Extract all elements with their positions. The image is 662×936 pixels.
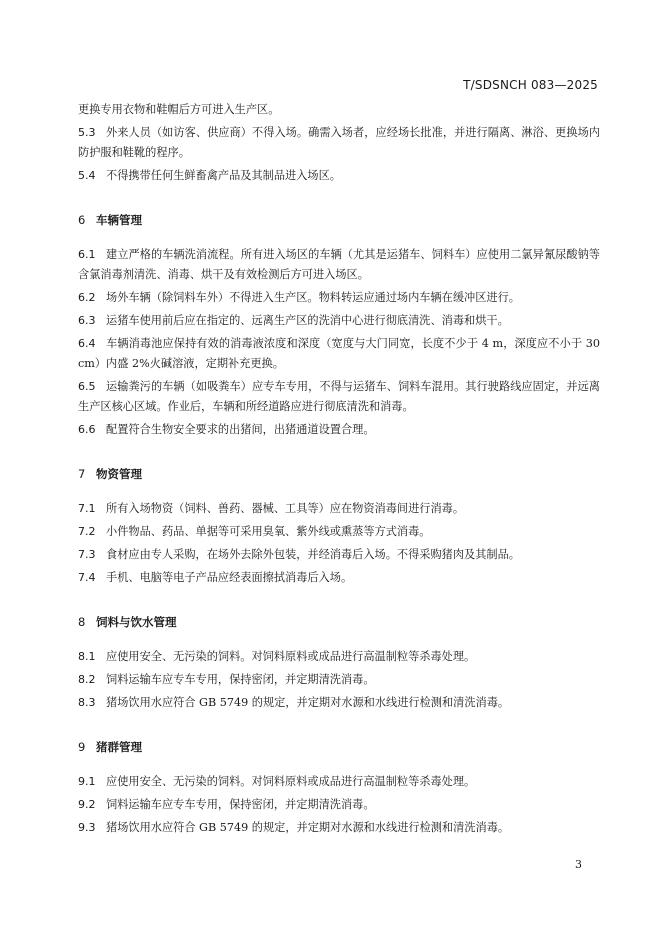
clause-number: 6.1 xyxy=(78,248,96,261)
clause-text: 手机、电脑等电子产品应经表面擦拭消毒后入场。 xyxy=(106,571,353,584)
clause-text: 应使用安全、无污染的饲料。对饲料原料或成品进行高温制粒等杀毒处理。 xyxy=(106,775,476,788)
clause-8-2 xyxy=(78,670,600,690)
clause-text: 猪场饮用水应符合 GB 5749 的规定，并定期对水源和水线进行检测和清洗消毒。 xyxy=(106,821,510,834)
clause-number: 9.2 xyxy=(78,798,96,811)
clause-9-3 xyxy=(78,818,600,838)
clause-text: 猪场饮用水应符合 GB 5749 的规定，并定期对水源和水线进行检测和清洗消毒。 xyxy=(106,696,510,709)
clause-text: 应使用安全、无污染的饲料。对饲料原料或成品进行高温制粒等杀毒处理。 xyxy=(106,650,476,663)
clause-7-1 xyxy=(78,499,600,519)
clause-6-2 xyxy=(78,288,600,308)
clause-text: 运输粪污的车辆（如吸粪车）应专车专用，不得与运猪车、饲料车混用。其行驶路线应固定，并远离生产区核心区域。作业后，车辆和所经道路应进行彻底清洗和消毒。 xyxy=(78,380,600,413)
clause-number: 6.3 xyxy=(78,314,96,327)
clause-8-1 xyxy=(78,647,600,667)
section-title: 猪群管理 xyxy=(96,740,142,754)
section-number: 8 xyxy=(78,615,86,629)
document-code: T/SDSNCH 083—2025 xyxy=(463,78,598,92)
section-title: 物资管理 xyxy=(96,467,142,481)
clause-number: 5.4 xyxy=(78,169,96,182)
clause-text: 所有入场物资（饲料、兽药、器械、工具等）应在物资消毒间进行消毒。 xyxy=(106,502,465,515)
clause-number: 6.5 xyxy=(78,380,96,393)
clause-number: 7.2 xyxy=(78,525,96,538)
clause-7-2 xyxy=(78,522,600,542)
clause-number: 7.4 xyxy=(78,571,96,584)
clause-number: 6.6 xyxy=(78,423,96,436)
section-heading-9 xyxy=(78,737,600,757)
section-number: 9 xyxy=(78,740,86,754)
clause-7-3 xyxy=(78,545,600,565)
clause-number: 9.1 xyxy=(78,775,96,788)
clause-5-3 xyxy=(78,123,600,163)
clause-text: 建立严格的车辆洗消流程。所有进入场区的车辆（尤其是运猪车、饲料车）应使用二氯异氰尿酸钠等含氯消毒剂清洗、消毒、烘干及有效检测后方可进入场区。 xyxy=(78,248,600,281)
clause-6-5 xyxy=(78,377,600,417)
section-title: 饲料与饮水管理 xyxy=(96,615,177,629)
section-number: 7 xyxy=(78,467,86,481)
clause-number: 6.4 xyxy=(78,337,96,350)
clause-text: 饲料运输车应专车专用，保持密闭，并定期清洗消毒。 xyxy=(106,673,375,686)
section-heading-6 xyxy=(78,210,600,230)
clause-number: 9.3 xyxy=(78,821,96,834)
clause-9-1 xyxy=(78,772,600,792)
clause-6-6 xyxy=(78,420,600,440)
clause-6-4 xyxy=(78,334,600,374)
clause-text: 外来人员（如访客、供应商）不得入场。确需入场者，应经场长批准，并进行隔离、淋浴、更换场内防护服和鞋靴的程序。 xyxy=(78,126,600,159)
page-number: 3 xyxy=(575,858,582,871)
clause-number: 8.1 xyxy=(78,650,96,663)
document-body xyxy=(78,100,600,841)
section-number: 6 xyxy=(78,213,86,227)
clause-number: 6.2 xyxy=(78,291,96,304)
clause-7-4 xyxy=(78,568,600,588)
clause-6-3 xyxy=(78,311,600,331)
clause-text: 饲料运输车应专车专用，保持密闭，并定期清洗消毒。 xyxy=(106,798,375,811)
clause-8-3 xyxy=(78,693,600,713)
clause-number: 5.3 xyxy=(78,126,96,139)
clause-number: 8.3 xyxy=(78,696,96,709)
continued-paragraph: 更换专用衣物和鞋帽后方可进入生产区。 xyxy=(78,103,280,116)
clause-text: 食材应由专人采购，在场外去除外包装，并经消毒后入场。不得采购猪肉及其制品。 xyxy=(106,548,520,561)
section-heading-7 xyxy=(78,464,600,484)
clause-number: 7.1 xyxy=(78,502,96,515)
clause-text: 配置符合生物安全要求的出猪间，出猪通道设置合理。 xyxy=(106,423,375,436)
clause-6-1 xyxy=(78,245,600,285)
clause-text: 不得携带任何生鲜畜禽产品及其制品进入场区。 xyxy=(106,169,341,182)
clause-text: 车辆消毒池应保持有效的消毒液浓度和深度（宽度与大门同宽，长度不少于 4 m，深度应不小于 30 cm）内盛 2%火碱溶液，定期补充更换。 xyxy=(78,337,600,370)
clause-5-4 xyxy=(78,166,600,186)
clause-9-2 xyxy=(78,795,600,815)
clause-number: 8.2 xyxy=(78,673,96,686)
clause-number: 7.3 xyxy=(78,548,96,561)
clause-text: 运猪车使用前后应在指定的、远离生产区的洗消中心进行彻底清洗、消毒和烘干。 xyxy=(106,314,509,327)
section-title: 车辆管理 xyxy=(96,213,142,227)
clause-text: 小件物品、药品、单据等可采用臭氧、紫外线或熏蒸等方式消毒。 xyxy=(106,525,431,538)
clause-text: 场外车辆（除饲料车外）不得进入生产区。物料转运应通过场内车辆在缓冲区进行。 xyxy=(106,291,520,304)
section-heading-8 xyxy=(78,612,600,632)
